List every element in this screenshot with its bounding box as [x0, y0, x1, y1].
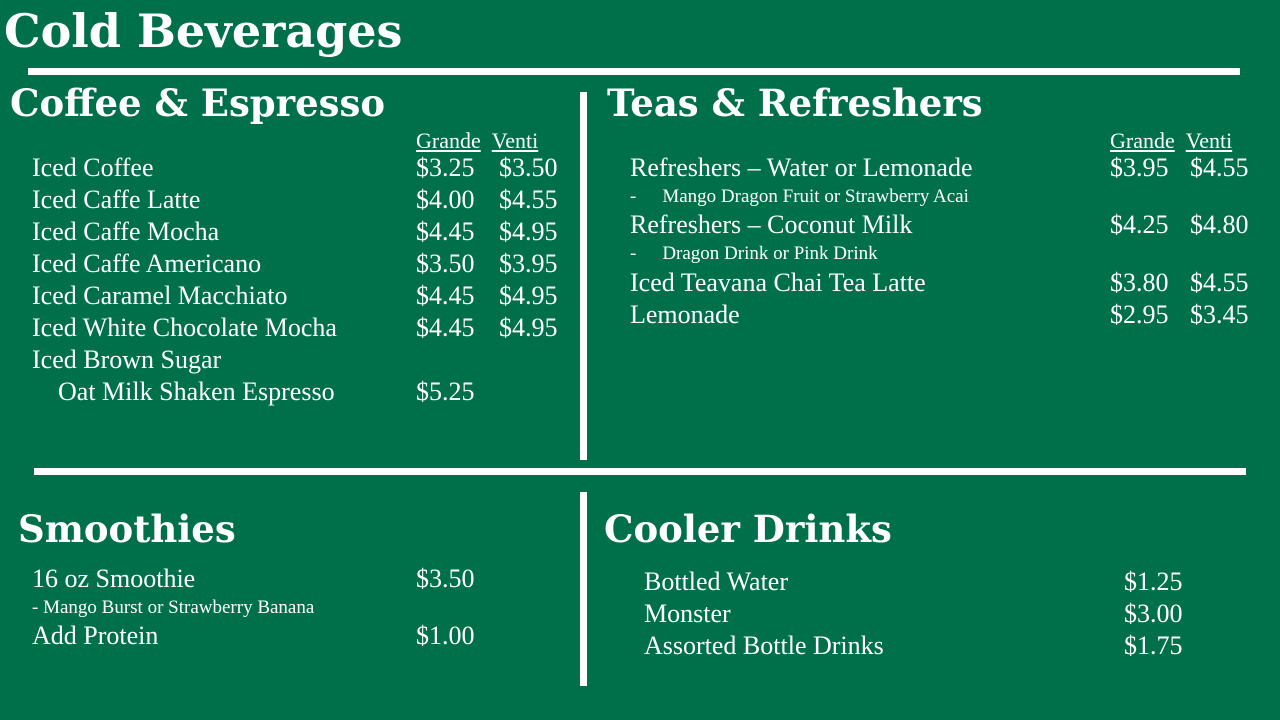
section-title-smoothies: Smoothies [18, 507, 236, 551]
cooler-item-list [644, 566, 884, 662]
price-single: $3.00 [1124, 599, 1183, 628]
price-single: $5.25 [416, 377, 475, 406]
price-venti: $4.95 [499, 281, 558, 310]
size-label-grande: Grande [1110, 128, 1175, 153]
price-grande: $3.80 [1110, 268, 1169, 297]
price-single: $1.75 [1124, 631, 1183, 660]
price-venti: $3.45 [1190, 300, 1249, 329]
top-divider [28, 68, 1240, 75]
price-grande: $4.45 [416, 313, 475, 342]
size-label-venti: Venti [491, 128, 539, 153]
page-title: Cold Beverages [4, 4, 403, 58]
list-item: Monster [644, 599, 731, 628]
list-item: Iced Caffe Americano [32, 249, 262, 278]
list-item: Assorted Bottle Drinks [644, 631, 884, 660]
list-item: Iced Caffe Latte [32, 185, 201, 214]
list-item: Lemonade [630, 300, 740, 329]
price-grande: $4.00 [416, 185, 475, 214]
list-item-note: - Mango Burst or Strawberry Banana [32, 597, 315, 618]
price-venti: $4.95 [499, 313, 558, 342]
price-grande: $3.95 [1110, 153, 1169, 182]
list-item: Oat Milk Shaken Espresso [58, 377, 335, 406]
price-single: $1.00 [416, 621, 475, 650]
section-title-coffee: Coffee & Espresso [10, 81, 386, 125]
price-grande: $3.25 [416, 153, 475, 182]
price-grande: $4.25 [1110, 210, 1169, 239]
list-item: Refreshers – Water or Lemonade [630, 153, 973, 182]
price-grande: $2.95 [1110, 300, 1169, 329]
section-title-cooler: Cooler Drinks [604, 507, 892, 551]
list-item-note: - Dragon Drink or Pink Drink [630, 243, 878, 264]
teas-size-header [1110, 128, 1232, 154]
price-venti: $3.95 [499, 249, 558, 278]
price-grande: $4.45 [416, 217, 475, 246]
list-item: Iced Teavana Chai Tea Latte [630, 268, 926, 297]
price-single: $1.25 [1124, 567, 1183, 596]
size-label-venti: Venti [1185, 128, 1233, 153]
price-grande: $4.45 [416, 281, 475, 310]
coffee-venti-prices [499, 152, 558, 344]
list-item: Refreshers – Coconut Milk [630, 210, 913, 239]
price-venti: $4.55 [1190, 268, 1249, 297]
note-marker: - [630, 186, 637, 207]
upper-vertical-divider [580, 92, 587, 460]
list-item: Iced Caramel Macchiato [32, 281, 288, 310]
middle-divider [34, 468, 1246, 475]
coffee-size-header [416, 128, 538, 154]
price-grande: $3.50 [416, 249, 475, 278]
coffee-grande-prices [416, 152, 475, 408]
list-item: Iced Brown Sugar [32, 345, 222, 374]
price-venti: $4.80 [1190, 210, 1249, 239]
cooler-prices [1124, 566, 1183, 662]
note-marker: - [630, 243, 637, 264]
list-item: Bottled Water [644, 567, 789, 596]
list-item: Add Protein [32, 621, 159, 650]
section-title-teas: Teas & Refreshers [607, 81, 983, 125]
price-single: $3.50 [416, 564, 475, 593]
list-item-note: - Mango Dragon Fruit or Strawberry Acai [630, 186, 969, 207]
price-venti: $4.55 [499, 185, 558, 214]
list-item: Iced Coffee [32, 153, 154, 182]
lower-vertical-divider [580, 492, 587, 686]
list-item: Iced Caffe Mocha [32, 217, 220, 246]
price-venti: $3.50 [499, 153, 558, 182]
list-item: 16 oz Smoothie [32, 564, 196, 593]
price-venti: $4.55 [1190, 153, 1249, 182]
coffee-item-list [32, 152, 337, 408]
price-venti: $4.95 [499, 217, 558, 246]
list-item: Iced White Chocolate Mocha [32, 313, 337, 342]
size-label-grande: Grande [416, 128, 481, 153]
